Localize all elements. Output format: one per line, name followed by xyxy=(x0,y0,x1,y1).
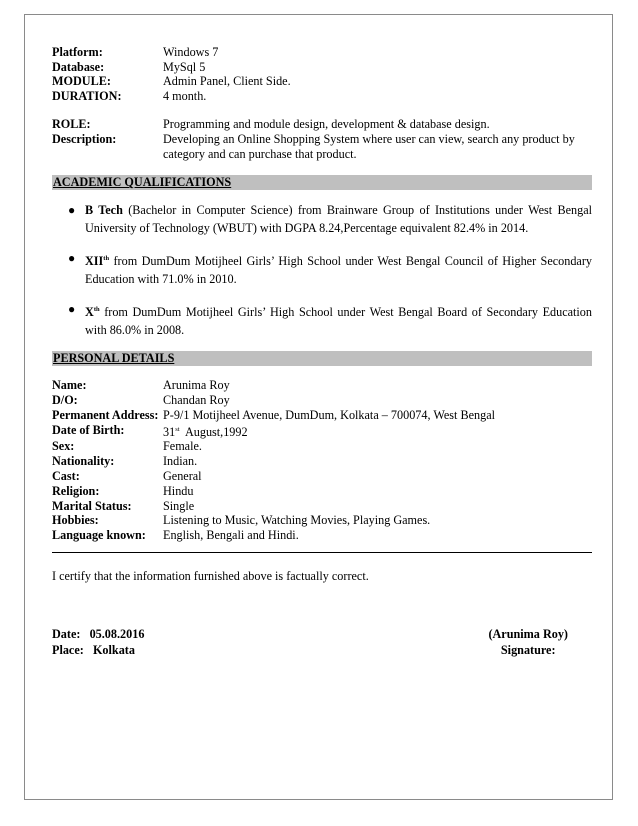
resume-page xyxy=(24,14,613,800)
description-row xyxy=(52,132,592,161)
degree-detail: (Bachelor in Computer Science) from Brainware Group of Institutions under West Bengal University of Technology (WBUT) with DGPA 8.24,Percentage equivalent 82.4% in 2014. xyxy=(85,203,593,235)
do-value: Chandan Roy xyxy=(163,392,230,407)
hobbies-value: Listening to Music, Watching Movies, Playing Games. xyxy=(163,513,431,528)
language-label: Language known: xyxy=(52,528,146,543)
duration-label: DURATION: xyxy=(52,88,122,103)
language-value: English, Bengali and Hindi. xyxy=(163,528,299,543)
sex-label: Sex: xyxy=(52,439,75,454)
academic-heading: ACADEMIC QUALIFICATIONS xyxy=(52,175,592,190)
language-row xyxy=(52,528,592,543)
database-value: MySql 5 xyxy=(163,59,206,74)
role-label: ROLE: xyxy=(52,117,91,132)
platform-row xyxy=(52,45,592,60)
nationality-row xyxy=(52,454,592,469)
address-label: Permanent Address: xyxy=(52,407,159,422)
signature-area xyxy=(488,626,568,658)
date-line xyxy=(52,626,144,642)
divider xyxy=(52,552,592,553)
platform-label: Platform: xyxy=(52,45,103,59)
marital-value: Single xyxy=(163,498,195,513)
dob-sup: st xyxy=(175,425,180,433)
duration-value: 4 month. xyxy=(163,88,207,103)
degree-detail: from DumDum Motijheel Girls’ High School under West Bengal Council of Higher Secondary Education with 71.0% in 2010. xyxy=(85,254,592,286)
degree-detail: from DumDum Motijheel Girls’ High School under West Bengal Board of Secondary Education with 86.0% in 2008. xyxy=(85,305,592,337)
degree-sup: th xyxy=(103,255,110,263)
date-label: Date: xyxy=(52,626,81,641)
degree-name: XII xyxy=(85,254,104,269)
personal-heading: PERSONAL DETAILS xyxy=(52,351,592,366)
marital-label: Marital Status: xyxy=(52,498,132,513)
degree-sup: th xyxy=(93,306,100,314)
marital-row xyxy=(52,499,592,514)
sex-value: Female. xyxy=(163,439,202,454)
signer-name: (Arunima Roy) xyxy=(488,626,568,641)
place-line xyxy=(52,642,144,658)
signature-block xyxy=(52,626,592,658)
academic-list xyxy=(52,202,592,339)
module-label: MODULE: xyxy=(52,74,111,89)
date-value: 05.08.2016 xyxy=(89,626,145,641)
bullet-icon: ● xyxy=(68,302,76,317)
dob-value xyxy=(163,423,592,440)
database-row xyxy=(52,60,592,75)
role-value: Programming and module design, development & database design. xyxy=(163,117,490,132)
description-value: Developing an Online Shopping System where user can view, search any product by category and can purchase that product. xyxy=(163,131,575,161)
module-row xyxy=(52,74,592,89)
religion-value: Hindu xyxy=(163,483,194,498)
database-label: Database: xyxy=(52,59,105,74)
duration-row xyxy=(52,89,592,104)
degree-name: X xyxy=(85,305,94,320)
bullet-icon: ● xyxy=(68,203,76,218)
address-value: P-9/1 Motijheel Avenue, DumDum, Kolkata – 700074, West Bengal xyxy=(163,407,495,422)
nationality-value: Indian. xyxy=(163,454,198,469)
hobbies-row xyxy=(52,513,592,528)
do-label: D/O: xyxy=(52,392,78,407)
bullet-icon: ● xyxy=(68,251,76,266)
description-label: Description: xyxy=(52,131,117,146)
degree-name: B Tech xyxy=(85,203,123,218)
cast-row xyxy=(52,469,592,484)
religion-label: Religion: xyxy=(52,483,100,498)
name-label: Name: xyxy=(52,378,87,393)
list-item xyxy=(52,250,592,288)
dob-row xyxy=(52,423,592,440)
list-item xyxy=(52,301,592,339)
do-row xyxy=(52,393,592,408)
personal-details xyxy=(52,378,592,543)
name-value: Arunima Roy xyxy=(163,378,230,393)
list-item xyxy=(52,202,592,237)
place-value: Kolkata xyxy=(92,642,135,657)
dob-day: 31 xyxy=(163,424,176,439)
hobbies-label: Hobbies: xyxy=(52,513,99,528)
certification-text: I certify that the information furnished above is factually correct. xyxy=(52,568,369,583)
dob-rest: August,1992 xyxy=(179,424,248,439)
role-row xyxy=(52,117,592,132)
address-row xyxy=(52,408,592,423)
dob-label: Date of Birth: xyxy=(52,422,125,437)
name-row xyxy=(52,378,592,393)
cast-label: Cast: xyxy=(52,468,80,483)
sex-row xyxy=(52,439,592,454)
nationality-label: Nationality: xyxy=(52,454,115,469)
date-place xyxy=(52,626,144,658)
platform-value: Windows 7 xyxy=(163,45,219,59)
module-value: Admin Panel, Client Side. xyxy=(163,74,291,89)
signature-label: Signature: xyxy=(500,642,556,657)
place-label: Place: xyxy=(52,642,84,657)
resume-content xyxy=(52,45,592,658)
cast-value: General xyxy=(163,468,202,483)
religion-row xyxy=(52,484,592,499)
